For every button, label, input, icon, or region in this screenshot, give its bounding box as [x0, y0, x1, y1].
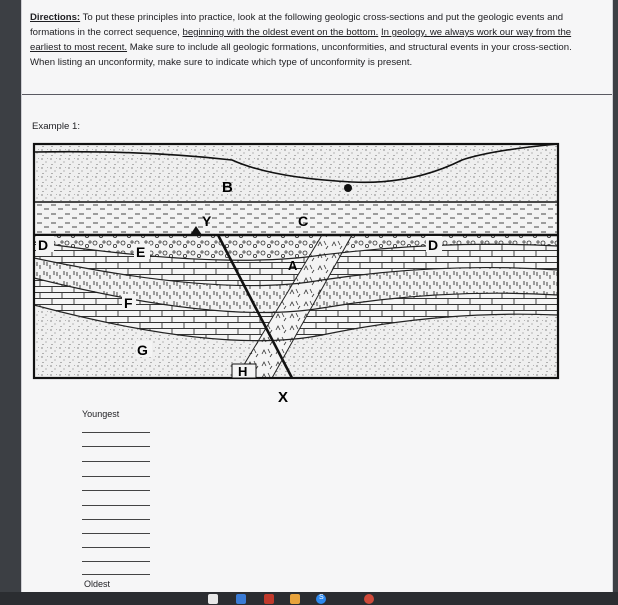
chrome-icon[interactable]: [236, 594, 246, 604]
answer-line-7[interactable]: [82, 519, 150, 520]
answer-line-1[interactable]: [82, 432, 150, 433]
directions-underlined-1: beginning with the oldest event on the bottom.: [182, 27, 379, 38]
geologic-cross-section: [22, 130, 612, 410]
worksheet-page: [22, 0, 612, 596]
directions-underlined-2: In geology, we always work our way from the earliest to most recent.: [30, 27, 572, 53]
surface-boulder: [344, 184, 352, 192]
label-x: X: [278, 389, 289, 406]
answer-line-4[interactable]: [82, 476, 150, 477]
directions-label: Directions:: [30, 12, 81, 23]
powerpoint-icon[interactable]: [264, 594, 274, 604]
label-f: F: [124, 295, 133, 311]
answer-line-10[interactable]: [82, 561, 150, 562]
label-e: E: [136, 244, 146, 260]
label-h: H: [238, 364, 248, 379]
label-a: A: [288, 258, 298, 273]
section-divider: [22, 94, 612, 95]
youngest-label: Youngest: [82, 409, 120, 419]
answer-line-2[interactable]: [82, 446, 150, 447]
answer-line-3[interactable]: [82, 461, 150, 462]
photos-icon[interactable]: [364, 594, 374, 604]
oldest-label: Oldest: [84, 579, 111, 589]
label-y: Y: [202, 213, 212, 229]
answer-line-6[interactable]: [82, 505, 150, 506]
answer-line-8[interactable]: [82, 533, 150, 534]
layer-c-shale: [34, 202, 558, 235]
label-d-left: D: [38, 237, 49, 253]
directions-paragraph: [30, 10, 590, 70]
label-c: C: [298, 213, 309, 229]
label-b: B: [222, 179, 233, 196]
directions-text-3: Make sure to include all geologic formations, unconformities, and structural events in your cross-section. When listing an unconformity, make sure to indicate which type of unconformity is present.: [30, 42, 572, 68]
label-g: G: [137, 342, 148, 358]
answer-line-9[interactable]: [82, 547, 150, 548]
windows-icon[interactable]: [208, 594, 218, 604]
skype-letter: S: [319, 594, 324, 601]
answer-line-5[interactable]: [82, 490, 150, 491]
taskbar: [0, 592, 618, 605]
example-label: Example 1:: [32, 121, 80, 132]
directions-text-1: To put these principles into practice, look at the following geologic cross-sections and put the geologic events and formations in the correct sequence,: [30, 12, 564, 38]
answer-line-11[interactable]: [82, 574, 150, 575]
drive-icon[interactable]: [290, 594, 300, 604]
label-d-right: D: [428, 237, 439, 253]
